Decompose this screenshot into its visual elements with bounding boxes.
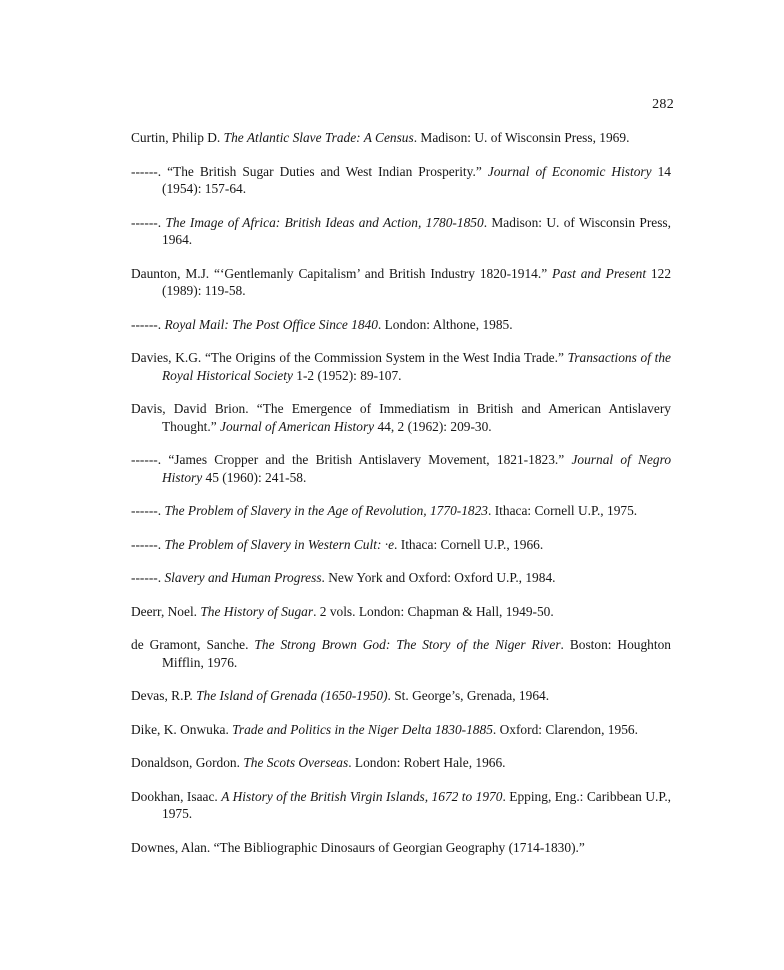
entry-publication: . Epping, Eng.: Caribbean U.P., 1975. <box>162 788 672 821</box>
bibliography-entry <box>131 839 671 857</box>
entry-author: Donaldson, Gordon. <box>131 755 244 770</box>
page-number: 282 <box>652 97 674 112</box>
entry-publication: . New York and Oxford: Oxford U.P., 1984. <box>321 570 556 585</box>
entry-publication: . Ithaca: Cornell U.P., 1975. <box>488 503 638 518</box>
entry-publication: . Madison: U. of Wisconsin Press, 1964. <box>162 214 671 247</box>
bibliography-entry <box>131 569 671 587</box>
entry-title: Royal Mail: The Post Office Since 1840 <box>164 316 378 332</box>
bibliography-entry <box>131 502 671 520</box>
entry-author: Downes, Alan. <box>131 839 214 855</box>
bibliography-entry <box>131 163 671 198</box>
bibliography-entry <box>131 129 671 147</box>
entry-title: Trade and Politics in the Niger Delta 1830-1885 <box>232 721 493 737</box>
bibliography-entry <box>131 265 671 300</box>
entry-title: Journal of Economic History <box>487 163 652 179</box>
entry-title: The Atlantic Slave Trade: A Census <box>223 130 414 145</box>
entry-title: Past and Present <box>552 265 647 281</box>
entry-publication: . St. George’s, Grenada, 1964. <box>387 688 550 703</box>
entry-title: The History of Sugar <box>200 603 314 619</box>
entry-publication: 45 (1960): 241-58. <box>202 469 307 485</box>
entry-title: The Image of Africa: British Ideas and Action, 1780-1850 <box>165 214 484 230</box>
entry-title: The Problem of Slavery in Western Cult: ·e <box>164 536 395 552</box>
bibliography-entry <box>131 214 671 249</box>
entry-publication: . Boston: Houghton Mifflin, 1976. <box>162 637 671 670</box>
entry-article-title: “The Origins of the Commission System in the West India Trade.” <box>204 350 568 365</box>
entry-publication: 122 (1989): 119-58. <box>162 265 672 298</box>
bibliography-entry <box>131 451 671 486</box>
entry-title: Transactions of the Royal Historical Society <box>162 350 671 383</box>
entry-title: The Strong Brown God: The Story of the Niger River <box>254 637 561 652</box>
bibliography-entry <box>131 754 671 772</box>
entry-author: Devas, R.P. <box>131 688 197 703</box>
entry-author: ------. <box>131 214 166 230</box>
bibliography-entry <box>131 400 671 435</box>
entry-author: de Gramont, Sanche. <box>131 637 255 652</box>
entry-publication: . 2 vols. London: Chapman & Hall, 1949-50. <box>313 603 554 619</box>
entry-author: Curtin, Philip D. <box>131 130 224 145</box>
bibliography-entry <box>131 349 671 384</box>
entry-article-title: “James Cropper and the British Antislavery Movement, 1821-1823.” <box>168 452 572 467</box>
entry-author: Dike, K. Onwuka. <box>131 721 233 737</box>
bibliography-entry <box>131 687 671 705</box>
entry-author: Davies, K.G. <box>131 350 205 365</box>
entry-title: The Problem of Slavery in the Age of Revolution, 1770-1823 <box>164 503 488 518</box>
entry-author: ------. <box>131 570 165 585</box>
entry-title: The Scots Overseas <box>243 755 349 770</box>
entry-author: ------. <box>131 503 165 518</box>
entry-article-title: “The Bibliographic Dinosaurs of Georgian Geography (1714-1830).” <box>213 839 585 855</box>
bibliography-entry <box>131 788 671 823</box>
entry-publication: . Madison: U. of Wisconsin Press, 1969. <box>413 130 630 145</box>
bibliography-entry <box>131 721 671 739</box>
entry-title: A History of the British Virgin Islands, 1672 to 1970 <box>221 788 503 804</box>
entry-article-title: “The British Sugar Duties and West Indian Prosperity.” <box>167 163 488 179</box>
entry-author: ------. <box>131 163 168 179</box>
entry-author: Davis, David Brion. <box>131 401 257 416</box>
entry-publication: 1-2 (1952): 89-107. <box>292 367 402 383</box>
entry-title: Slavery and Human Progress <box>164 570 322 585</box>
entry-author: ------. <box>131 316 165 332</box>
entry-author: ------. <box>131 452 169 467</box>
entry-author: ------. <box>131 536 165 552</box>
entry-title: The Island of Grenada (1650-1950) <box>196 688 388 703</box>
entry-publication: 44, 2 (1962): 209-30. <box>374 418 492 434</box>
bibliography-entry <box>131 636 671 671</box>
entry-title: Journal of American History <box>220 418 375 434</box>
entry-article-title: “‘Gentlemanly Capitalism’ and British Industry 1820-1914.” <box>214 265 553 281</box>
entry-publication: . Oxford: Clarendon, 1956. <box>492 721 638 737</box>
entry-article-title: “The Emergence of Immediatism in British and American Antislavery Thought.” <box>162 401 671 434</box>
entry-publication: . London: Robert Hale, 1966. <box>348 755 506 770</box>
entry-author: Dookhan, Isaac. <box>131 788 222 804</box>
entry-author: Deerr, Noel. <box>131 603 201 619</box>
entry-title: Journal of Negro History <box>162 452 672 485</box>
bibliography-entry <box>131 603 671 621</box>
bibliography-entry <box>131 536 671 554</box>
entry-publication: 14 (1954): 157-64. <box>162 163 671 196</box>
bibliography-list <box>131 129 671 872</box>
entry-publication: . Ithaca: Cornell U.P., 1966. <box>394 536 544 552</box>
bibliography-entry <box>131 316 671 334</box>
entry-author: Daunton, M.J. <box>131 265 215 281</box>
entry-publication: . London: Althone, 1985. <box>377 316 513 332</box>
